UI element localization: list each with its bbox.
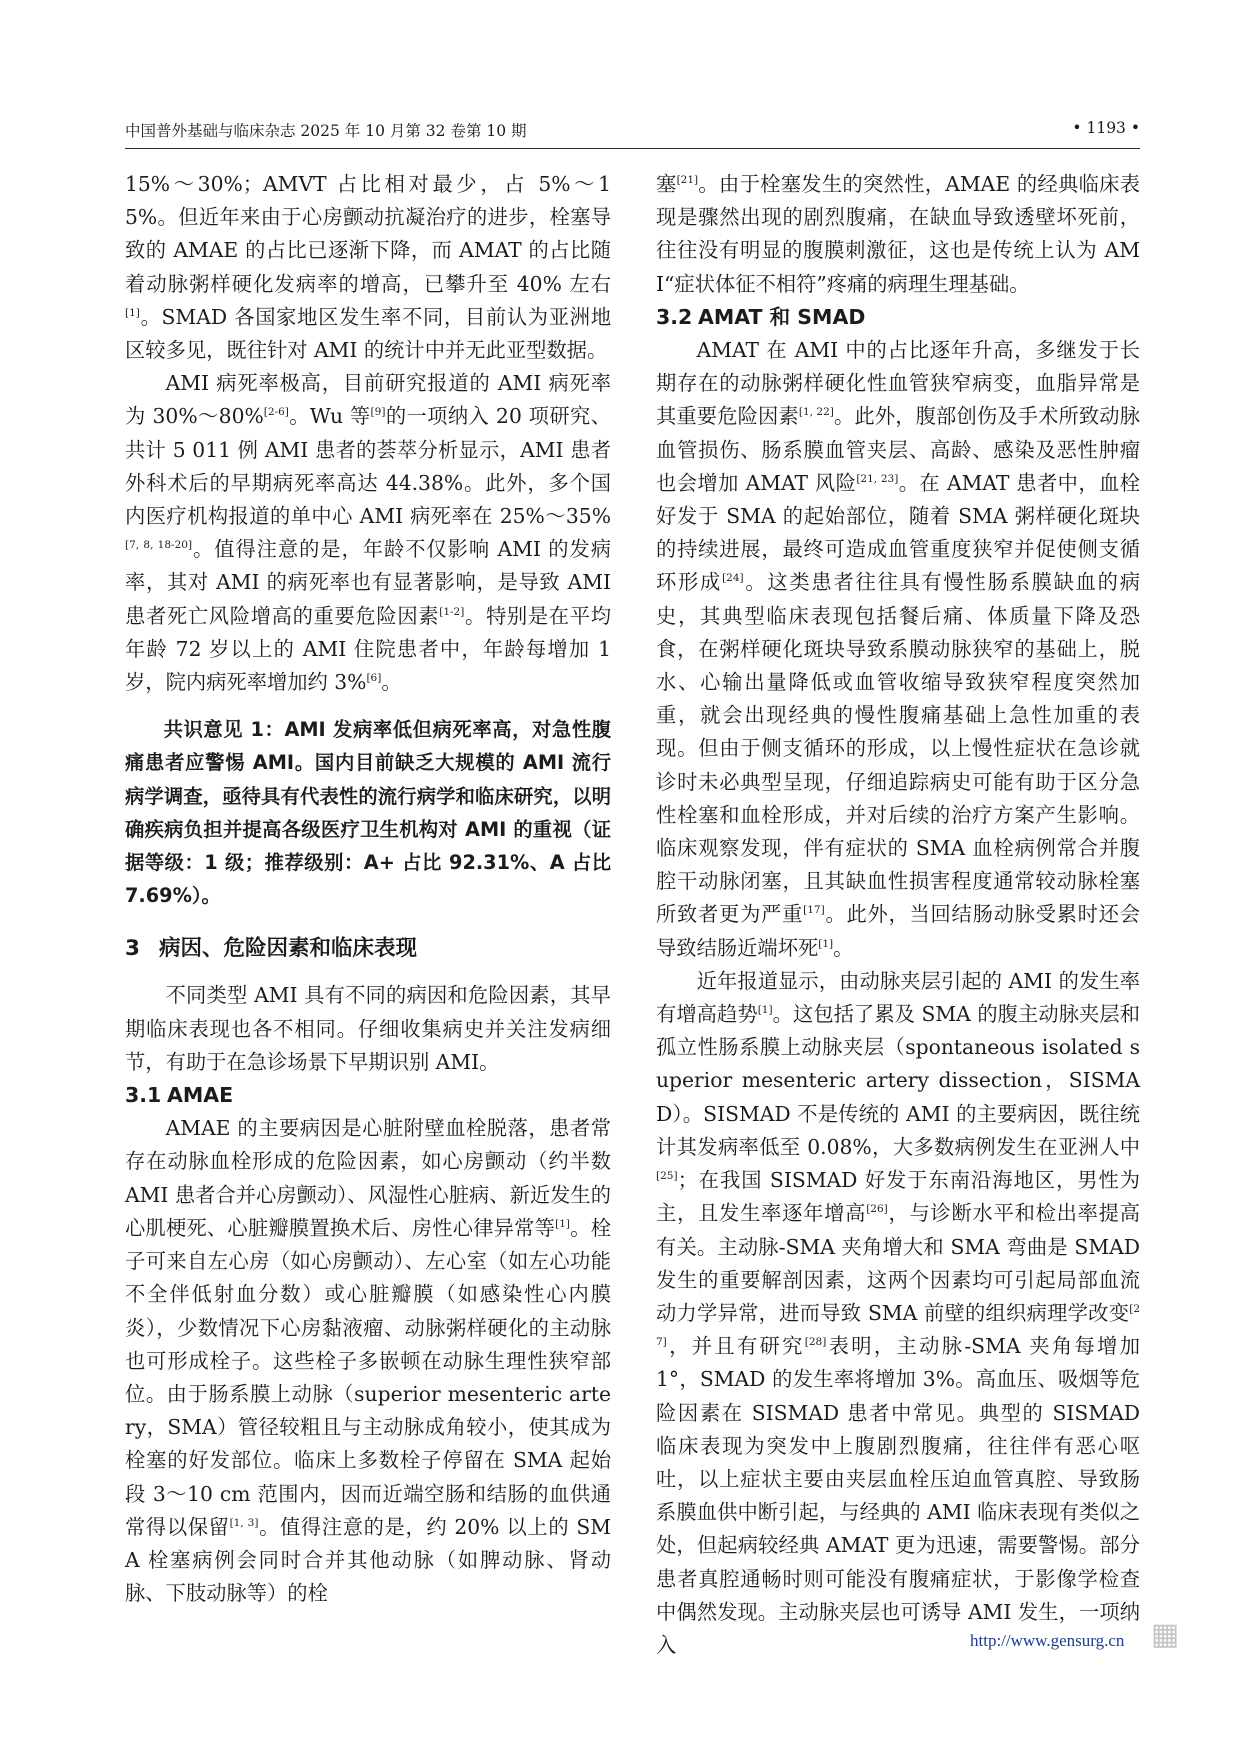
citation[interactable]: [1]	[555, 1218, 571, 1231]
citation[interactable]: [2-6]	[263, 406, 289, 419]
right-column	[656, 168, 1140, 1662]
citation[interactable]: [28]	[804, 1336, 827, 1349]
journal-title: 中国普外基础与临床杂志 2025 年 10 月第 32 卷第 10 期	[125, 122, 527, 140]
paragraph: 近年报道显示，由动脉夹层引起的 AMI 的发生率有增高趋势[1]。这包括了累及 SMA 的腹主动脉夹层和孤立性肠系膜上动脉夹层（spontaneous isolated superior mesenteric artery dissection，SISMAD）。SISMAD 不是传统的 AMI 的主要病因，既往统计其发病率低至 0.08%，大多数病例发生在亚洲人中[25]；在我国 SISMAD 好发于东南沿海地区，男性为主，且发生率逐年增高[26]，与诊断水平和检出率提高有关。主动脉-SMA 夹角增大和 SMA 弯曲是 SMAD 发生的重要解剖因素，这两个因素均可引起局部血流动力学异常，进而导致 SMA 前壁的组织病理学改变[27]，并且有研究[28]表明，主动脉-SMA 夹角每增加 1°，SMAD 的发生率将增加 3%。高血压、吸烟等危险因素在 SISMAD 患者中常见。典型的 SISMAD 临床表现为突发中上腹剧烈腹痛，往往伴有恶心呕吐，以上症状主要由夹层血栓压迫血管真腔、导致肠系膜血供中断引起，与经典的 AMI 临床表现有类似之处，但起病较经典 AMAT 更为迅速，需要警惕。部分患者真腔通畅时则可能没有腹痛症状，于影像学检查中偶然发现。主动脉夹层也可诱导 AMI 发生，一项纳入	[656, 968, 1140, 1657]
citation[interactable]: [21, 23]	[856, 473, 899, 486]
paragraph: 塞[21]。由于栓塞发生的突然性，AMAE 的经典临床表现是骤然出现的剧烈腹痛，在缺血导致透壁坏死前，往往没有明显的腹膜刺激征，这也是传统上认为 AMI“症状体征不相符”疼痛的病理生理基础。	[656, 172, 1140, 296]
citation[interactable]: [26]	[866, 1203, 888, 1216]
citation[interactable]: [6]	[366, 672, 382, 685]
citation[interactable]: [24]	[722, 572, 744, 585]
subsection-heading: 3.2 AMAT 和 SMAD	[656, 304, 866, 329]
citation[interactable]: [1]	[818, 937, 834, 950]
paragraph: AMAE 的主要病因是心脏附壁血栓脱落，患者常存在动脉血栓形成的危险因素，如心房颤动（约半数 AMI 患者合并心房颤动）、风湿性心脏病、新近发生的心肌梗死、心脏瓣膜置换术后、房性心律异常等[1]。栓子可来自左心房（如心房颤动）、左心室（如左心功能不全伴低射血分数）或心脏瓣膜（如感染性心内膜炎），少数情况下心房黏液瘤、动脉粥样硬化的主动脉也可形成栓子。这些栓子多嵌顿在动脉生理性狭窄部位。由于肠系膜上动脉（superior mesenteric artery，SMA）管径较粗且与主动脉成角较小，使其成为栓塞的好发部位。临床上多数栓子停留在 SMA 起始段 3～10 cm 范围内，因而近端空肠和结肠的血供通常得以保留[1, 3]。值得注意的是，约 20% 以上的 SMA 栓塞病例会同时合并其他动脉（如脾动脉、肾动脉、下肢动脉等）的栓	[125, 1116, 611, 1606]
journal-website-link[interactable]: http://www.gensurg.cn	[970, 1631, 1125, 1650]
citation[interactable]: [1-2]	[439, 605, 465, 618]
citation[interactable]: [7, 8, 18-20]	[125, 539, 193, 552]
page-number: • 1193 •	[1072, 119, 1140, 137]
citation[interactable]: [27]	[656, 1303, 1140, 1349]
running-header	[125, 116, 1140, 149]
citation[interactable]: [1]	[125, 307, 140, 320]
paragraph: 不同类型 AMI 具有不同的病因和危险因素，其早期临床表现也各不相同。仔细收集病史并关注发病细节，有助于在急诊场景下早期识别 AMI。	[125, 983, 611, 1074]
citation[interactable]: [17]	[803, 904, 825, 917]
paragraph: 15%～30%；AMVT 占比相对最少，占 5%～15%。但近年来由于心房颤动抗凝治疗的进步，栓塞导致的 AMAE 的占比已逐渐下降，而 AMAT 的占比随着动脉粥样硬化发病率的增高，已攀升至 40% 左右[1]。SMAD 各国家地区发生率不同，目前认为亚洲地区较多见，既往针对 AMI 的统计中并无此亚型数据。	[125, 172, 611, 363]
consensus-statement: 共识意见 1：AMI 发病率低但病死率高，对急性腹痛患者应警惕 AMI。国内目前缺乏大规模的 AMI 流行病学调查，亟待具有代表性的流行病学和临床研究，以明确疾病负担并提高各级医疗卫生机构对 AMI 的重视（证据等级：1 级；推荐级别：A+ 占比 92.31%、A 占比 7.69%）。	[125, 718, 611, 908]
citation[interactable]: [1, 22]	[798, 406, 834, 419]
left-column	[125, 168, 611, 1610]
section-heading: 3 病因、危险因素和临床表现	[125, 936, 418, 962]
citation[interactable]: [1, 3]	[229, 1516, 259, 1529]
journal-seal-icon: ▦	[1150, 1617, 1180, 1652]
citation[interactable]: [21]	[676, 174, 699, 187]
paragraph: AMI 病死率极高，目前研究报道的 AMI 病死率为 30%～80%[2-6]。Wu 等[9]的一项纳入 20 项研究、共计 5 011 例 AMI 患者的荟萃分析显示，AMI 患者外科术后的早期病死率高达 44.38%。此外，多个国内医疗机构报道的单中心 AMI 病死率在 25%～35%[7, 8, 18-20]。值得注意的是，年龄不仅影响 AMI 的发病率，其对 AMI 的病死率也有显著影响，是导致 AMI 患者死亡风险增高的重要危险因素[1-2]。特别是在平均年龄 72 岁以上的 AMI 住院患者中，年龄每增加 1 岁，院内病死率增加约 3%[6]。	[125, 371, 611, 695]
citation[interactable]: [9]	[370, 406, 386, 419]
paragraph: AMAT 在 AMI 中的占比逐年升高，多继发于长期存在的动脉粥样硬化性血管狭窄病变，血脂异常是其重要危险因素[1, 22]。此外，腹部创伤及手术所致动脉血管损伤、肠系膜血管夹层、高龄、感染及恶性肿瘤也会增加 AMAT 风险[21, 23]。在 AMAT 患者中，血栓好发于 SMA 的起始部位，随着 SMA 粥样硬化斑块的持续进展，最终可造成血管重度狭窄并促使侧支循环形成[24]。这类患者往往具有慢性肠系膜缺血的病史，其典型临床表现包括餐后痛、体质量下降及恐食，在粥样硬化斑块导致系膜动脉狭窄的基础上，脱水、心输出量降低或血管收缩导致狭窄程度突然加重，就会出现经典的慢性腹痛基础上急性加重的表现。但由于侧支循环的形成，以上慢性症状在急诊就诊时未必典型呈现，仔细追踪病史可能有助于区分急性栓塞和血栓形成，并对后续的治疗方案产生影响。临床观察发现，伴有症状的 SMA 血栓病例常合并腹腔干动脉闭塞，且其缺血性损害程度通常较动脉栓塞所致者更为严重[17]。此外，当回结肠动脉受累时还会导致结肠近端坏死[1]。	[656, 338, 1140, 960]
citation[interactable]: [25]	[656, 1170, 678, 1183]
citation[interactable]: [1]	[757, 1004, 773, 1017]
subsection-heading: 3.1 AMAE	[125, 1083, 234, 1108]
